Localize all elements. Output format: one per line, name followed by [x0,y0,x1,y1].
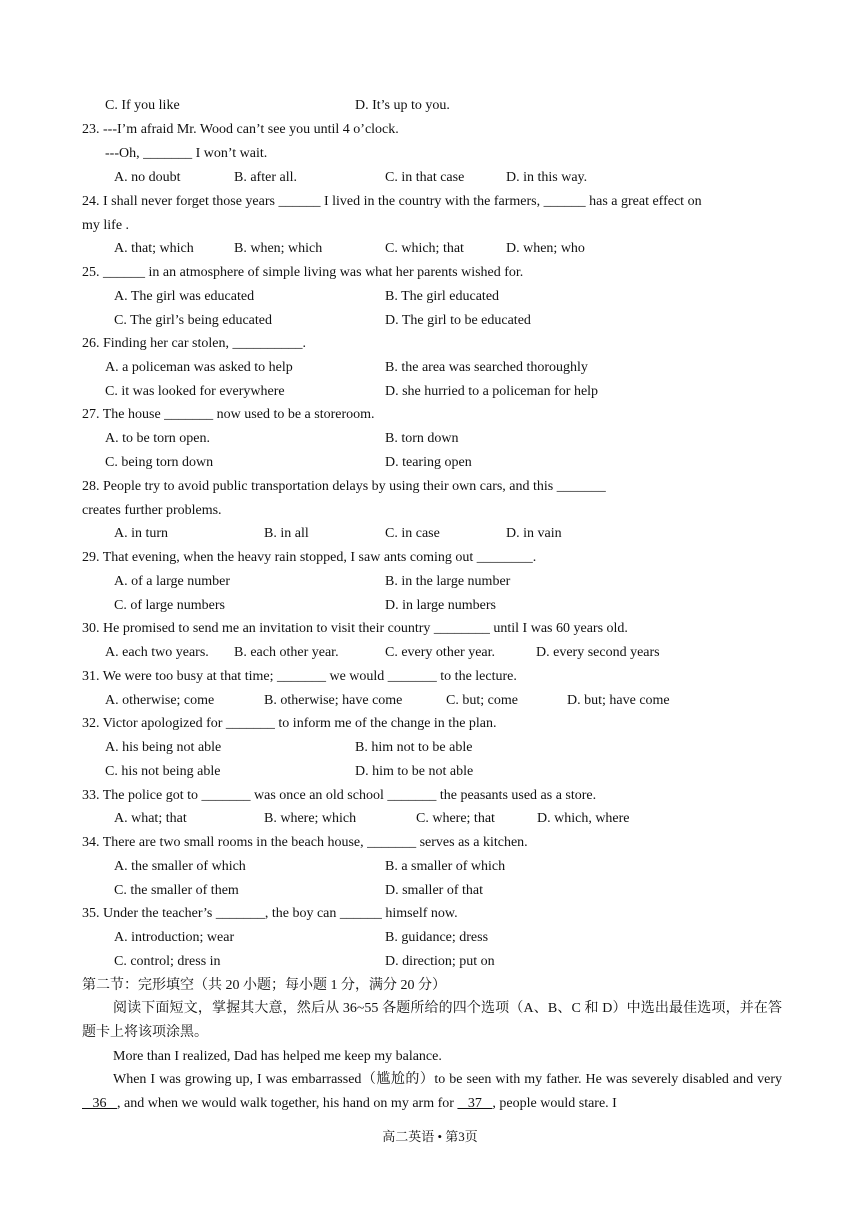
option-a: A. that; which [114,241,194,256]
option-a: A. otherwise; come [105,693,215,708]
option-d: D. when; who [506,241,585,256]
question-stem: 30. He promised to send me an invitation to visit their country ________ until I was 60 years old. [82,621,628,636]
option-a: A. his being not able [105,740,222,755]
passage-paragraph [82,1068,782,1116]
option-a: A. no doubt [114,170,181,185]
option-a: A. each two years. [105,645,209,660]
option-c: C. in case [385,526,440,541]
option-a: A. the smaller of which [114,859,246,874]
option-c: C. in that case [385,170,465,185]
option-a: A. introduction; wear [114,930,235,945]
option-c: C. where; that [416,811,495,826]
option-a: A. of a large number [114,574,230,589]
option-b: B. the area was searched thoroughly [385,360,588,375]
question-stem: 34. There are two small rooms in the beach house, _______ serves as a kitchen. [82,835,528,850]
option-b: B. him not to be able [355,740,473,755]
question-stem: 35. Under the teacher’s _______, the boy can ______ himself now. [82,906,458,921]
blank-37: 37 [457,1096,493,1111]
option-d: D. every second years [536,645,660,660]
option-c: C. the smaller of them [114,883,239,898]
option-d: D. The girl to be educated [385,313,531,328]
option-c: C. being torn down [105,455,214,470]
option-b: B. otherwise; have come [264,693,403,708]
option-c: C. but; come [446,693,518,708]
question-stem-continued: creates further problems. [82,503,222,518]
passage-text: When I was growing up, I was embarrassed（尴尬的）to be seen with my father. He was severely disabled and very [113,1072,782,1087]
question-stem: 25. ______ in an atmosphere of simple living was what her parents wished for. [82,265,524,280]
option-b: B. in all [264,526,309,541]
option-d: D. she hurried to a policeman for help [385,384,599,399]
option-b: B. in the large number [385,574,511,589]
option-d: D. him to be not able [355,764,474,779]
option-a: A. in turn [114,526,169,541]
passage-text: , and when we would walk together, his hand on my arm for [117,1096,458,1111]
option-b: B. torn down [385,431,459,446]
option-c: C. his not being able [105,764,221,779]
option-d: D. in vain [506,526,562,541]
option-b: B. each other year. [234,645,339,660]
option-d: D. smaller of that [385,883,483,898]
question-stem: 24. I shall never forget those years ______ I lived in the country with the farmers, ______ has a great effect on [82,194,702,209]
question-stem: 28. People try to avoid public transportation delays by using their own cars, and this _______ [82,479,606,494]
blank-36: 36 [82,1096,117,1111]
option-c: C. it was looked for everywhere [105,384,285,399]
question-stem-continued: ---Oh, _______ I won’t wait. [105,146,268,161]
passage-line: More than I realized, Dad has helped me keep my balance. [113,1049,442,1064]
section-heading: 第二节：完形填空（共 20 小题；每小题 1 分，满分 20 分） [82,978,446,993]
option-c: C. every other year. [385,645,496,660]
option-b: B. The girl educated [385,289,500,304]
option-a: A. The girl was educated [114,289,255,304]
option-b: B. where; which [264,811,357,826]
question-stem: 29. That evening, when the heavy rain stopped, I saw ants coming out ________. [82,550,537,565]
section-instructions: 阅读下面短文，掌握其大意，然后从 36~55 各题所给的四个选项（A、B、C 和 D）中选出最佳选项，并在答题卡上将该项涂黑。 [82,1001,782,1040]
option-c: C. control; dress in [114,954,221,969]
option-a: A. what; that [114,811,187,826]
page-footer: 高二英语 • 第3页 [382,1129,478,1144]
q22-option-d: D. It’s up to you. [355,98,450,113]
option-b: B. after all. [234,170,297,185]
option-b: B. guidance; dress [385,930,489,945]
option-c: C. The girl’s being educated [114,313,272,328]
option-a: A. to be torn open. [105,431,210,446]
passage-text: , people would stare. I [492,1096,617,1111]
option-d: D. in large numbers [385,598,496,613]
option-a: A. a policeman was asked to help [105,360,293,375]
question-stem: 23. ---I’m afraid Mr. Wood can’t see you until 4 o’clock. [82,122,399,137]
question-stem: 26. Finding her car stolen, __________. [82,336,306,351]
option-c: C. of large numbers [114,598,225,613]
option-d: D. direction; put on [385,954,495,969]
option-d: D. in this way. [506,170,588,185]
option-b: B. when; which [234,241,323,256]
option-d: D. which, where [537,811,630,826]
option-d: D. but; have come [567,693,670,708]
question-stem-continued: my life . [82,218,130,233]
option-b: B. a smaller of which [385,859,506,874]
option-c: C. which; that [385,241,464,256]
question-stem: 33. The police got to _______ was once an old school _______ the peasants used as a store. [82,788,597,803]
option-d: D. tearing open [385,455,472,470]
question-stem: 27. The house _______ now used to be a storeroom. [82,407,375,422]
question-stem: 32. Victor apologized for _______ to inform me of the change in the plan. [82,716,497,731]
question-stem: 31. We were too busy at that time; _______ we would _______ to the lecture. [82,669,517,684]
q22-option-c: C. If you like [105,98,180,113]
